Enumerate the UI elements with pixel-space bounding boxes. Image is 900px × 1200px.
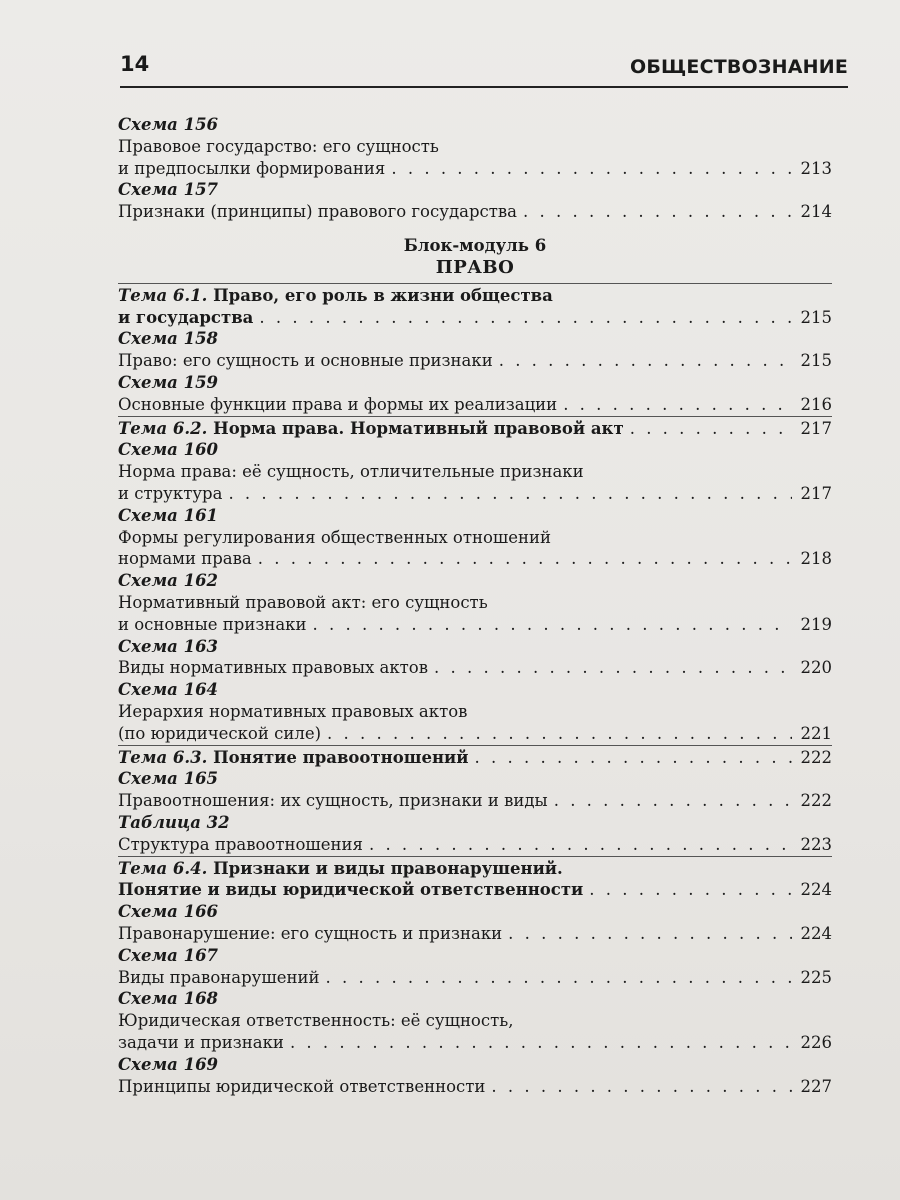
toc-scheme-label (118, 988, 832, 1010)
toc-scheme-label (118, 1054, 832, 1076)
toc-entry (118, 394, 832, 416)
toc-scheme-label (118, 439, 832, 461)
entry-title: Юридическая ответственность: её сущность, (118, 1011, 514, 1031)
page-ref: 214 (800, 202, 832, 222)
toc-scheme-label (118, 636, 832, 658)
running-title: ОБЩЕСТВОЗНАНИЕ (629, 56, 848, 78)
dot-leader (589, 879, 792, 901)
topic-title: Норма права. Нормативный правовой акт (207, 418, 624, 438)
page-ref: 224 (800, 880, 832, 900)
scheme-label: Схема 168 (118, 989, 219, 1009)
page-ref: 213 (800, 158, 832, 178)
page-ref: 225 (800, 967, 832, 987)
entry-title: Принципы юридической ответственности (118, 1076, 486, 1096)
toc-entry (118, 723, 832, 745)
page-header (120, 52, 848, 88)
toc-scheme-label (118, 114, 832, 136)
toc-entry (118, 657, 832, 679)
dot-leader (563, 394, 792, 416)
dot-leader (312, 614, 792, 636)
page-ref: 216 (800, 394, 832, 414)
scheme-label: Схема 158 (118, 329, 219, 349)
scheme-label: Схема 160 (118, 440, 219, 460)
entry-title: Понятие и виды юридической ответственности (118, 880, 584, 900)
entry-title: Виды правонарушений (118, 967, 320, 987)
page-ref: 218 (800, 549, 832, 569)
entry-title: Право: его сущность и основные признаки (118, 351, 493, 371)
topic-title: Право, его роль в жизни общества (207, 285, 553, 305)
toc-entry-text (118, 701, 832, 723)
scheme-label: Схема 163 (118, 636, 219, 656)
toc-scheme-label (118, 901, 832, 923)
page-ref: 215 (800, 351, 832, 371)
entry-title: и государства (118, 307, 254, 327)
toc-scheme-label (118, 812, 832, 834)
toc-topic-entry (118, 747, 832, 769)
scheme-label: Схема 165 (118, 769, 219, 789)
entry-title: Виды нормативных правовых актов (118, 658, 429, 678)
entry-title: Иерархия нормативных правовых актов (118, 702, 468, 721)
toc-topic-entry (118, 418, 832, 440)
page-ref: 220 (800, 658, 832, 678)
entry-title: Правовое государство: его сущность (118, 136, 439, 156)
toc-entry (118, 790, 832, 812)
entry-title: и предпосылки формирования (118, 158, 386, 178)
page-ref: 222 (800, 747, 832, 767)
dot-leader (369, 834, 792, 856)
entry-title: Признаки (принципы) правового государства (118, 202, 517, 222)
toc-scheme-label (118, 768, 832, 790)
toc-entry-text (118, 461, 832, 483)
dot-leader (258, 548, 792, 570)
section-separator (118, 856, 832, 857)
entry-title: и основные признаки (118, 614, 307, 634)
toc-entry (118, 923, 832, 945)
dot-leader (499, 350, 792, 372)
toc-scheme-label (118, 372, 832, 394)
scheme-label: Таблица 32 (118, 813, 230, 832)
toc-entry (118, 201, 832, 223)
toc-entry (118, 307, 832, 329)
entry-title: и структура (118, 484, 223, 503)
toc-entry (118, 834, 832, 856)
topic-title: Понятие правоотношений (207, 747, 469, 767)
block-title-text: ПРАВО (435, 256, 515, 278)
toc-scheme-label (118, 328, 832, 350)
toc-entry (118, 548, 832, 570)
block-title (118, 257, 832, 279)
dot-leader (475, 747, 792, 769)
entry-title: Структура правоотношения (118, 834, 363, 854)
scheme-label: Схема 167 (118, 945, 219, 965)
entry-title: Норма права: её сущность, отличительные признаки (118, 462, 584, 482)
page-ref: 227 (800, 1076, 832, 1096)
toc-entry (118, 158, 832, 180)
scheme-label: Схема 157 (118, 180, 219, 200)
toc-entry-text (118, 136, 832, 158)
toc-entry (118, 879, 832, 901)
section-separator (118, 283, 832, 284)
scheme-label: Схема 164 (118, 680, 219, 700)
entry-title: задачи и признаки (118, 1033, 284, 1052)
dot-leader (491, 1076, 792, 1098)
page-ref: 215 (800, 307, 832, 327)
entry-title: (по юридической силе) (118, 723, 322, 743)
entry-title: Основные функции права и формы их реализации (118, 394, 558, 414)
page-ref: 217 (800, 418, 832, 438)
dot-leader (434, 657, 792, 679)
scheme-label: Схема 169 (118, 1054, 219, 1074)
entry-title: нормами права (118, 549, 252, 569)
toc-entry (118, 1032, 832, 1054)
toc-scheme-label (118, 679, 832, 701)
toc-scheme-label (118, 945, 832, 967)
topic-number: Тема 6.1. (118, 285, 208, 305)
scheme-label: Схема 166 (118, 902, 219, 922)
topic-number: Тема 6.4. (118, 858, 208, 878)
page-ref: 226 (800, 1033, 832, 1052)
dot-leader (391, 158, 792, 180)
topic-heading (118, 747, 469, 769)
dot-leader (554, 790, 792, 812)
page-ref: 224 (800, 924, 832, 943)
toc-entry (118, 483, 832, 505)
scheme-label: Схема 159 (118, 373, 219, 392)
page-ref: 222 (800, 791, 832, 811)
toc-scheme-label (118, 179, 832, 201)
page-ref: 219 (800, 614, 832, 634)
toc-entry-text (118, 592, 832, 614)
topic-heading (118, 418, 624, 440)
dot-leader (290, 1032, 792, 1054)
dot-leader (523, 201, 792, 223)
dot-leader (508, 923, 792, 945)
dot-leader (327, 723, 792, 745)
section-separator (118, 416, 832, 417)
scheme-label: Схема 156 (118, 115, 219, 134)
entry-title: Нормативный правовой акт: его сущность (118, 593, 488, 612)
block-module-label: Блок-модуль 6 (403, 236, 547, 255)
toc-entry (118, 350, 832, 372)
dot-leader (228, 483, 792, 505)
page-ref: 217 (800, 484, 832, 503)
topic-number: Тема 6.3. (118, 747, 208, 767)
toc-entry-text (118, 527, 832, 549)
toc-entry (118, 1076, 832, 1098)
topic-title: Признаки и виды правонарушений. (207, 858, 563, 878)
page-number: 14 (120, 52, 150, 76)
dot-leader (259, 307, 792, 329)
entry-title: Правоотношения: их сущность, признаки и виды (118, 791, 548, 811)
toc-entry-text (118, 1010, 832, 1032)
dot-leader (630, 418, 792, 440)
toc-topic-heading (118, 858, 832, 880)
toc-entry (118, 967, 832, 989)
entry-title: Формы регулирования общественных отношений (118, 527, 551, 547)
dot-leader (325, 967, 792, 989)
page-ref: 221 (800, 723, 832, 743)
block-module-heading (118, 235, 832, 257)
page-ref: 223 (800, 834, 832, 854)
scheme-label: Схема 161 (118, 505, 219, 525)
entry-title: Правонарушение: его сущность и признаки (118, 924, 503, 943)
toc-topic-heading (118, 285, 832, 307)
toc-scheme-label (118, 570, 832, 592)
toc-scheme-label (118, 505, 832, 527)
scheme-label: Схема 162 (118, 571, 219, 591)
topic-number: Тема 6.2. (118, 418, 208, 438)
toc-entry (118, 614, 832, 636)
section-separator (118, 745, 832, 746)
